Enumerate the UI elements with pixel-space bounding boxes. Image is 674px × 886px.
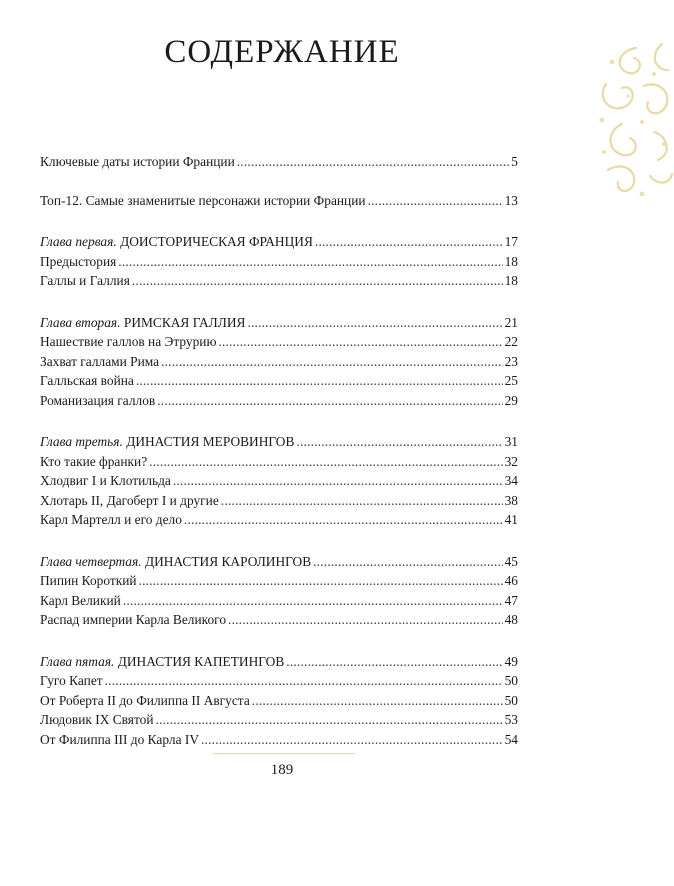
dot-leader: [286, 654, 502, 670]
dot-leader: [221, 493, 503, 509]
toc-entry[interactable]: Гуго Капет ..... 50: [40, 673, 518, 693]
toc-entry[interactable]: Пипин Короткий ..... 46: [40, 573, 518, 593]
dot-leader: [252, 693, 503, 709]
dot-leader: [296, 434, 502, 450]
dot-leader: [201, 732, 503, 748]
chapter-heading[interactable]: Глава вторая. РИМСКАЯ ГАЛЛИЯ ..... 21: [40, 315, 518, 335]
toc-entry[interactable]: Захват галлами Рима ..... 23: [40, 354, 518, 374]
dot-leader: [156, 712, 503, 728]
dot-leader: [132, 273, 503, 289]
chapter-heading[interactable]: Глава четвертая. ДИНАСТИЯ КАРОЛИНГОВ ..... 45: [40, 554, 518, 574]
dot-leader: [149, 454, 502, 470]
dot-leader: [247, 315, 502, 331]
toc-entry[interactable]: Ключевые даты истории Франции ..... 5: [40, 154, 518, 174]
chapter-heading[interactable]: Глава пятая. ДИНАСТИЯ КАПЕТИНГОВ ..... 49: [40, 654, 518, 674]
toc-entry[interactable]: Предыстория ..... 18: [40, 254, 518, 274]
dot-leader: [173, 473, 503, 489]
footer-divider: [213, 753, 355, 754]
toc-entry[interactable]: Распад империи Карла Великого ..... 48: [40, 612, 518, 632]
toc-entry[interactable]: Галлы и Галлия ..... 18: [40, 273, 518, 293]
toc-entry[interactable]: Галльская война ..... 25: [40, 373, 518, 393]
dot-leader: [315, 234, 503, 250]
toc-entry[interactable]: Нашествие галлов на Этрурию ..... 22: [40, 334, 518, 354]
chapter-heading[interactable]: Глава первая. ДОИСТОРИЧЕСКАЯ ФРАНЦИЯ ..... 17: [40, 234, 518, 254]
toc-entry[interactable]: Карл Мартелл и его дело ..... 41: [40, 512, 518, 532]
dot-leader: [118, 254, 502, 270]
toc-entry[interactable]: Людовик IX Святой ..... 53: [40, 712, 518, 732]
dot-leader: [218, 334, 502, 350]
dot-leader: [228, 612, 503, 628]
chapter-heading[interactable]: Глава третья. ДИНАСТИЯ МЕРОВИНГОВ ..... 31: [40, 434, 518, 454]
toc-entry[interactable]: Топ-12. Самые знаменитые персонажи истории Франции ..... 13: [40, 193, 518, 213]
dot-leader: [237, 154, 510, 170]
dot-leader: [157, 393, 502, 409]
dot-leader: [123, 593, 503, 609]
toc-entry[interactable]: Хлотарь II, Дагоберт I и другие ..... 38: [40, 493, 518, 513]
page-number: 189: [270, 762, 294, 778]
toc-entry[interactable]: Романизация галлов ..... 29: [40, 393, 518, 413]
dot-leader: [184, 512, 503, 528]
toc-entry[interactable]: Хлодвиг I и Клотильда ..... 34: [40, 473, 518, 493]
toc-entry[interactable]: От Филиппа III до Карла IV ..... 54: [40, 732, 518, 752]
flourish-ornament-icon: [592, 40, 674, 200]
dot-leader: [313, 554, 502, 570]
toc-entry[interactable]: Кто такие франки? ..... 32: [40, 454, 518, 474]
page-title: СОДЕРЖАНИЕ: [164, 34, 400, 70]
dot-leader: [136, 373, 503, 389]
dot-leader: [105, 673, 503, 689]
table-of-contents: [40, 154, 518, 751]
dot-leader: [139, 573, 503, 589]
dot-leader: [161, 354, 503, 370]
dot-leader: [368, 193, 503, 209]
toc-entry[interactable]: От Роберта II до Филиппа II Августа ..... 50: [40, 693, 518, 713]
toc-entry[interactable]: Карл Великий ..... 47: [40, 593, 518, 613]
